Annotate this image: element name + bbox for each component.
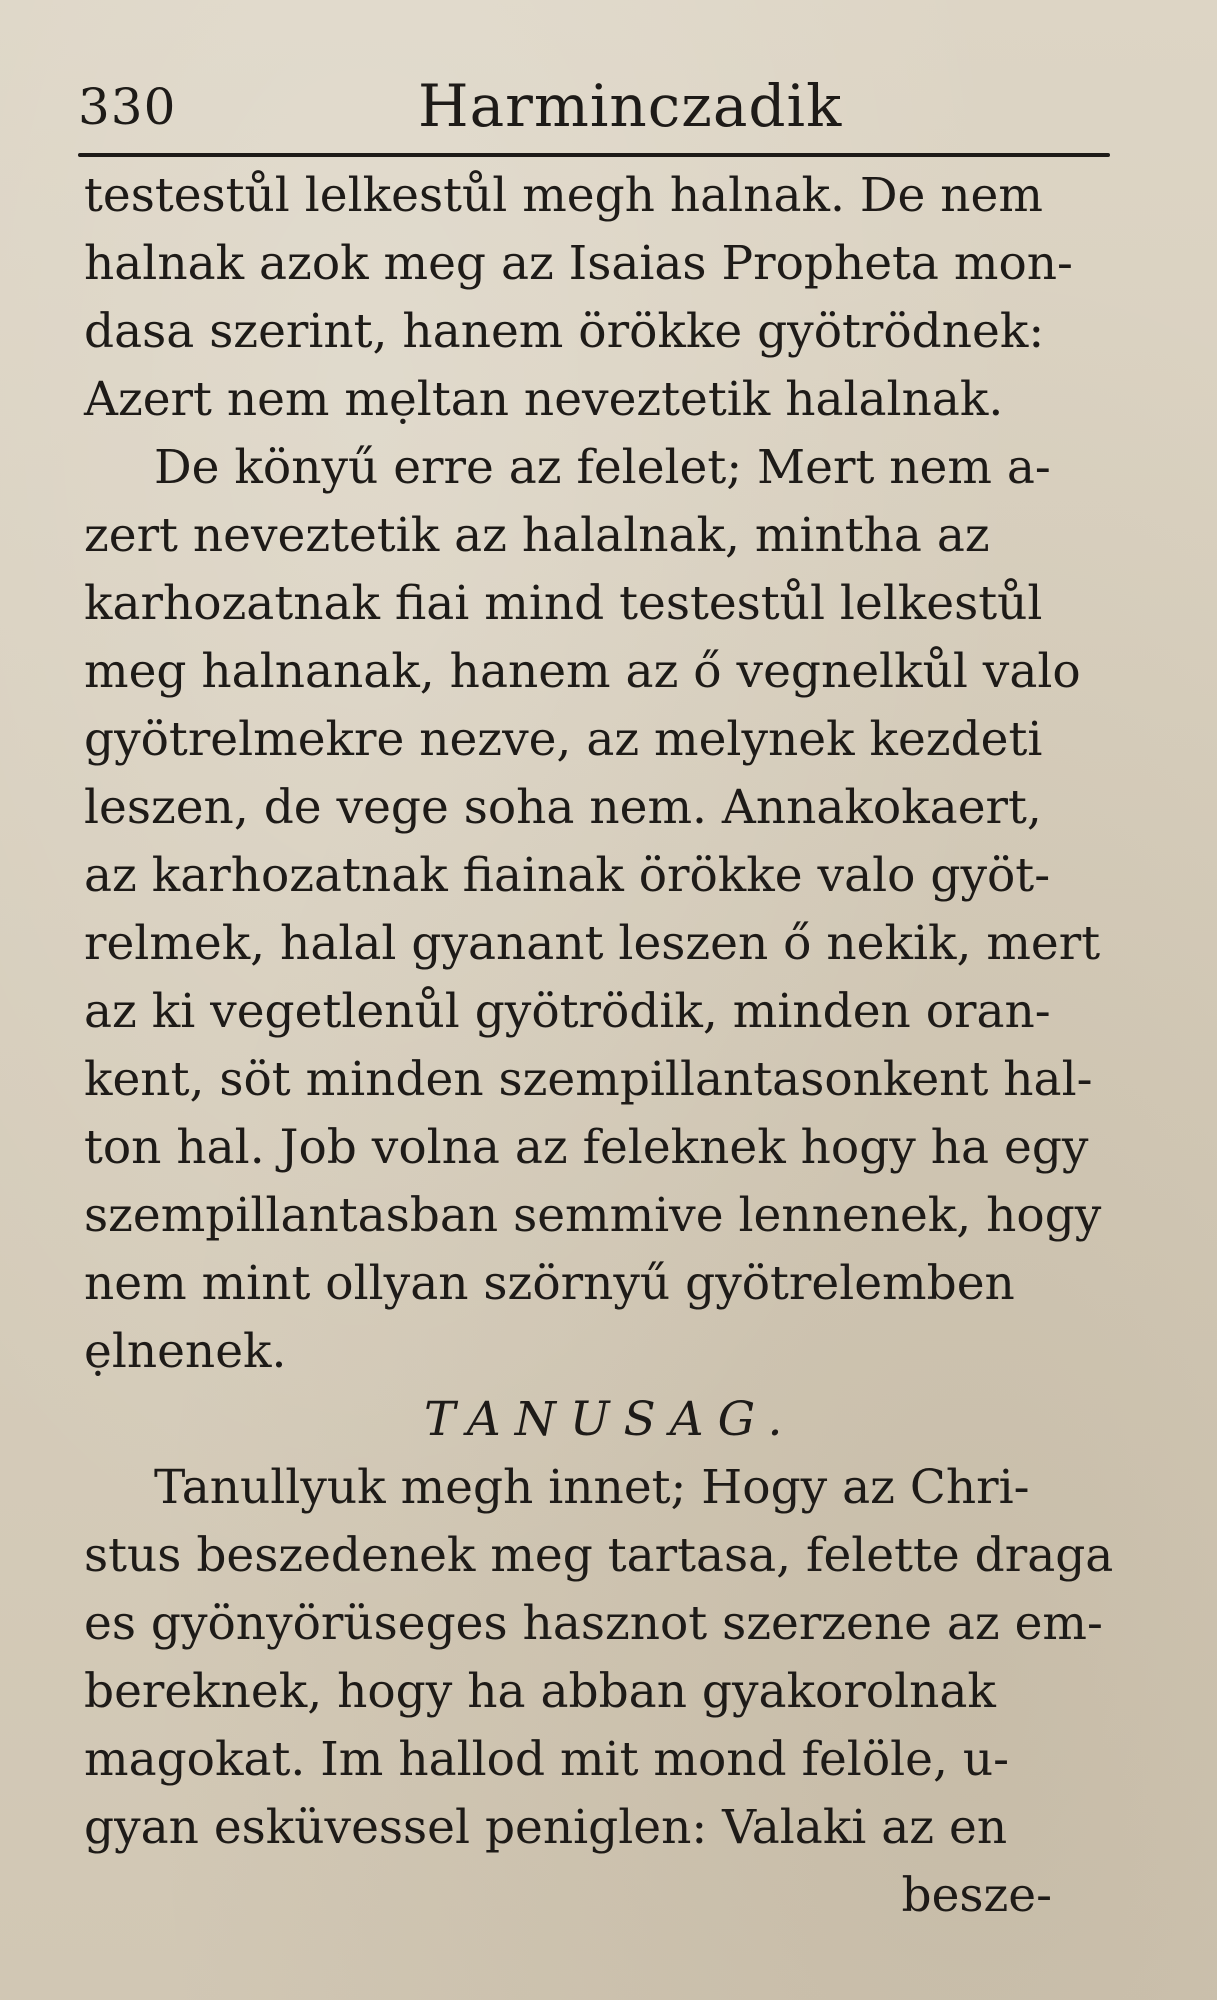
text-line: gyan esküvessel peniglen: Valaki az en [84,1800,1008,1855]
text-line: es gyönyörüseges hasznot szerzene az em- [84,1596,1103,1651]
text-line: bereknek, hogy ha abban gyakorolnak [84,1664,996,1719]
text-line: magokat. Im hallod mit mond felöle, u- [84,1732,1009,1787]
section-heading: TANUSAG. [424,1392,797,1447]
text-line: kent, söt minden szempillantasonkent hal- [84,1052,1093,1107]
text-line: zert neveztetik az halalnak, mintha az [84,508,990,563]
text-line: meg halnanak, hanem az ő vegnelkůl valo [84,644,1081,699]
text-line: karhozatnak fiai mind testestůl lelkestůl [84,576,1043,631]
header-rule [78,153,1110,157]
text-line: relmek, halal gyanant leszen ő nekik, mert [84,916,1101,971]
body-text [84,162,1152,1930]
text-line: az karhozatnak fiainak örökke valo gyöt- [84,848,1051,903]
catchword: besze- [901,1868,1052,1923]
text-line: testestůl lelkestůl megh halnak. De nem [84,168,1043,223]
paragraph-start-line: Tanullyuk megh innet; Hogy az Chri- [154,1460,1030,1515]
page-number: 330 [78,78,177,136]
text-line: gyötrelmekre nezve, az melynek kezdeti [84,712,1043,767]
paragraph-start-line: De könyű erre az felelet; Mert nem a- [154,440,1051,495]
text-line: nem mint ollyan szörnyű gyötrelemben [84,1256,1015,1311]
page-header [78,60,1108,150]
text-line: dasa szerint, hanem örökke gyötrödnek: [84,304,1045,359]
running-title: Harminczadik [418,72,843,140]
text-line: stus beszedenek meg tartasa, felette draga [84,1528,1114,1583]
text-line: ton hal. Job volna az feleknek hogy ha egy [84,1120,1089,1175]
text-line: ẹlnenek. [84,1324,287,1379]
text-line: leszen, de vege soha nem. Annakokaert, [84,780,1042,835]
text-line: Azert nem mẹltan neveztetik halalnak. [84,372,1004,427]
text-line: halnak azok meg az Isaias Propheta mon- [84,236,1073,291]
text-line: az ki vegetlenůl gyötrödik, minden oran- [84,984,1051,1039]
text-line: szempillantasban semmive lennenek, hogy [84,1188,1102,1243]
